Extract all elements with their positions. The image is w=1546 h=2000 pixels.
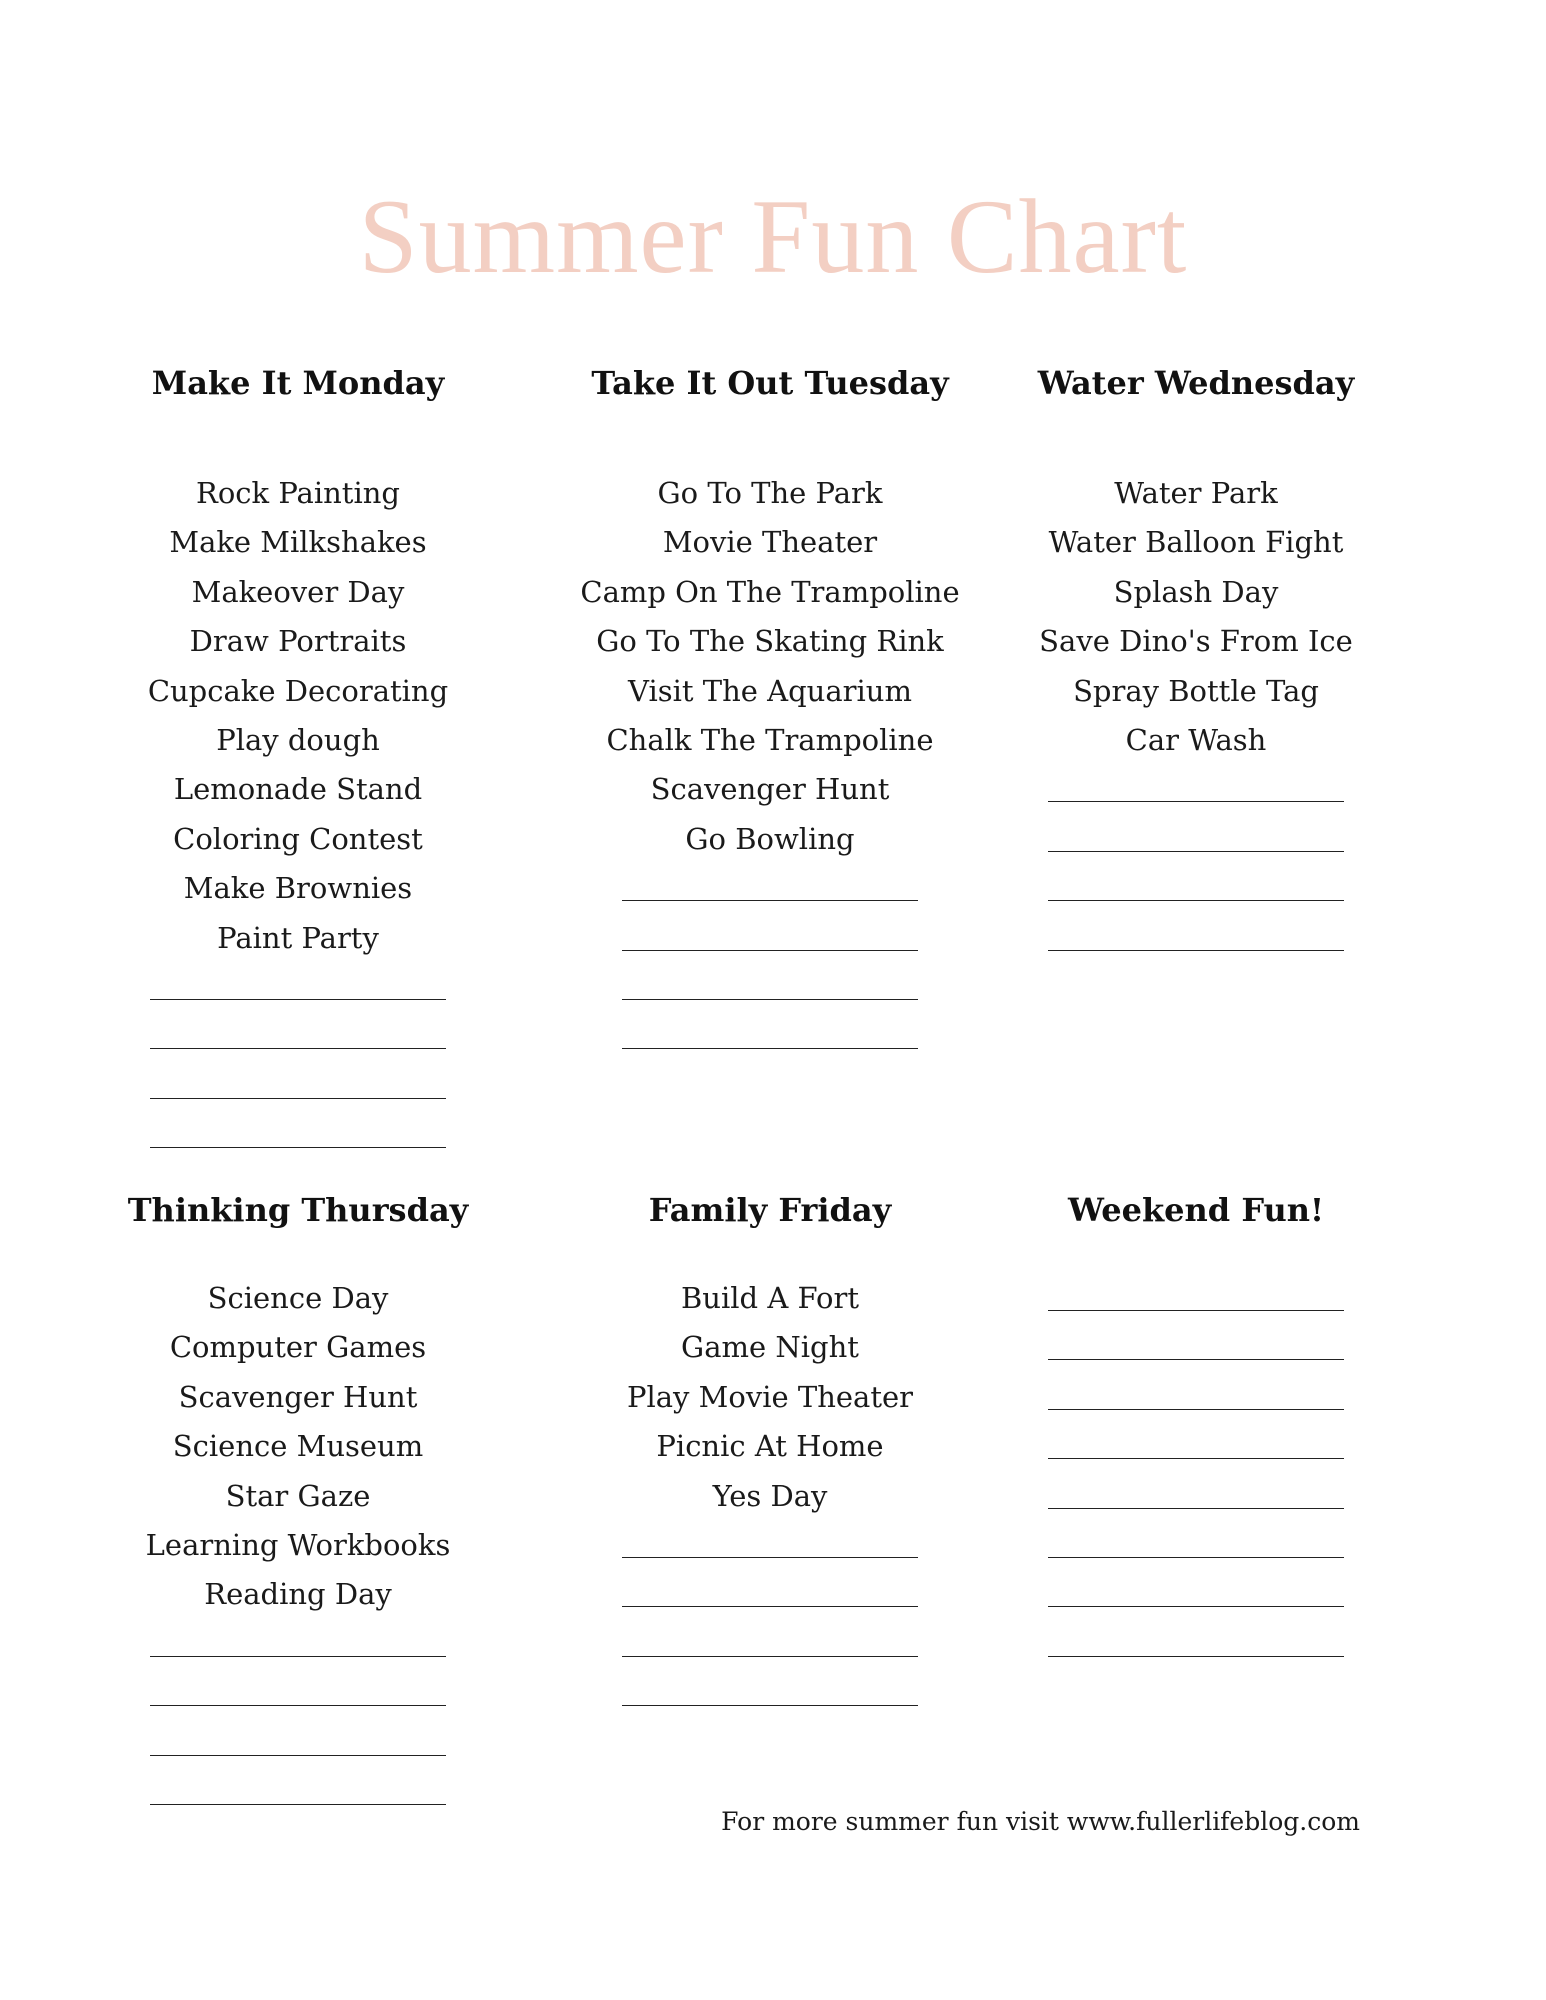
activity-item: Save Dino's From Ice bbox=[1039, 624, 1353, 659]
underline bbox=[150, 1755, 446, 1756]
underline bbox=[1048, 1557, 1344, 1558]
blank-write-in-line[interactable] bbox=[580, 864, 960, 913]
blank-write-in-line[interactable] bbox=[1006, 1422, 1386, 1471]
blank-write-in-line[interactable] bbox=[108, 1012, 488, 1061]
activity-item: Go Bowling bbox=[685, 821, 855, 856]
underline bbox=[1048, 1359, 1344, 1360]
blank-write-in-line[interactable] bbox=[1006, 864, 1386, 913]
blank-write-in-line[interactable] bbox=[1006, 765, 1386, 814]
activity-item: Movie Theater bbox=[662, 525, 878, 560]
column-heading: Take It Out Tuesday bbox=[591, 364, 949, 402]
activity-item: Car Wash bbox=[1125, 722, 1267, 757]
underline bbox=[1048, 1508, 1344, 1509]
activity-item: Go To The Park bbox=[657, 476, 883, 510]
underline bbox=[1048, 1409, 1344, 1410]
underline bbox=[1048, 900, 1344, 901]
blank-write-in-line[interactable] bbox=[108, 963, 488, 1012]
column-heading: Make It Monday bbox=[151, 364, 445, 402]
column-wednesday bbox=[1006, 363, 1386, 963]
blank-write-in-line[interactable] bbox=[580, 1521, 960, 1570]
underline bbox=[1048, 1656, 1344, 1657]
underline bbox=[1048, 801, 1344, 802]
activity-item: Draw Portraits bbox=[189, 624, 407, 659]
column-thursday bbox=[108, 1190, 488, 1817]
activity-list bbox=[580, 469, 960, 1062]
activity-item: Makeover Day bbox=[191, 574, 405, 609]
activity-list bbox=[108, 1274, 488, 1817]
blank-write-in-line[interactable] bbox=[580, 1012, 960, 1061]
page-title: Summer Fun Chart bbox=[358, 178, 1188, 295]
column-heading: Family Friday bbox=[648, 1191, 892, 1229]
activity-item: Game Night bbox=[681, 1330, 859, 1365]
activity-item: Make Milkshakes bbox=[169, 525, 427, 560]
activity-item: Coloring Contest bbox=[173, 821, 423, 856]
column-friday bbox=[580, 1190, 960, 1719]
activity-item: Visit The Aquarium bbox=[628, 673, 912, 708]
underline bbox=[150, 999, 446, 1000]
blank-write-in-line[interactable] bbox=[108, 1768, 488, 1817]
activity-item: Scavenger Hunt bbox=[650, 772, 890, 807]
activity-list bbox=[1006, 469, 1386, 963]
underline bbox=[150, 1098, 446, 1099]
blank-write-in-line[interactable] bbox=[108, 1620, 488, 1669]
blank-write-in-line[interactable] bbox=[108, 1669, 488, 1718]
blank-write-in-line[interactable] bbox=[108, 1062, 488, 1111]
activity-item: Go To The Skating Rink bbox=[596, 624, 944, 659]
activity-item: Make Brownies bbox=[183, 871, 413, 906]
column-heading: Weekend Fun! bbox=[1067, 1191, 1325, 1229]
blank-write-in-line[interactable] bbox=[1006, 914, 1386, 963]
blank-write-in-line[interactable] bbox=[580, 1669, 960, 1718]
activity-item: Picnic At Home bbox=[656, 1429, 884, 1464]
underline bbox=[622, 1606, 918, 1607]
activity-item: Camp On The Trampoline bbox=[580, 574, 960, 609]
blank-write-in-line[interactable] bbox=[1006, 1472, 1386, 1521]
blank-write-in-line[interactable] bbox=[580, 914, 960, 963]
activity-list bbox=[108, 469, 488, 1160]
blank-write-in-line[interactable] bbox=[580, 963, 960, 1012]
blank-write-in-line[interactable] bbox=[1006, 1570, 1386, 1619]
column-heading: Thinking Thursday bbox=[127, 1191, 469, 1229]
blank-write-in-line[interactable] bbox=[108, 1111, 488, 1160]
column-tuesday bbox=[580, 363, 960, 1062]
activity-item: Computer Games bbox=[169, 1330, 427, 1365]
activity-item: Play Movie Theater bbox=[626, 1379, 914, 1414]
activity-list bbox=[580, 1274, 960, 1719]
activity-item: Chalk The Trampoline bbox=[606, 722, 934, 757]
underline bbox=[150, 1804, 446, 1805]
underline bbox=[622, 950, 918, 951]
column-monday bbox=[108, 363, 488, 1160]
underline bbox=[622, 1557, 918, 1558]
activity-item: Water Park bbox=[1114, 476, 1278, 510]
underline bbox=[622, 1656, 918, 1657]
underline bbox=[622, 1705, 918, 1706]
blank-write-in-line[interactable] bbox=[1006, 1274, 1386, 1323]
blank-write-in-line[interactable] bbox=[108, 1719, 488, 1768]
underline bbox=[1048, 851, 1344, 852]
underline bbox=[622, 1048, 918, 1049]
activity-item: Build A Fort bbox=[681, 1281, 859, 1315]
footer-note: For more summer fun visit www.fullerlifeblog.com bbox=[721, 1807, 1360, 1836]
activity-item: Cupcake Decorating bbox=[147, 673, 449, 708]
activity-list bbox=[1006, 1274, 1386, 1669]
activity-item: Learning Workbooks bbox=[145, 1527, 451, 1562]
blank-write-in-line[interactable] bbox=[580, 1620, 960, 1669]
blank-write-in-line[interactable] bbox=[1006, 1373, 1386, 1422]
activity-item: Water Balloon Fight bbox=[1048, 525, 1344, 560]
underline bbox=[150, 1147, 446, 1148]
activity-item: Splash Day bbox=[1113, 574, 1279, 609]
underline bbox=[1048, 1606, 1344, 1607]
underline bbox=[150, 1048, 446, 1049]
blank-write-in-line[interactable] bbox=[1006, 1620, 1386, 1669]
activity-item: Reading Day bbox=[204, 1577, 392, 1612]
activity-item: Scavenger Hunt bbox=[178, 1379, 418, 1414]
underline bbox=[622, 900, 918, 901]
column-heading: Water Wednesday bbox=[1037, 364, 1355, 402]
activity-item: Yes Day bbox=[712, 1478, 828, 1513]
blank-write-in-line[interactable] bbox=[580, 1570, 960, 1619]
activity-item: Science Day bbox=[207, 1281, 389, 1315]
activity-item: Lemonade Stand bbox=[173, 772, 423, 807]
underline bbox=[1048, 1310, 1344, 1311]
activity-item: Rock Painting bbox=[196, 476, 400, 510]
activity-item: Science Museum bbox=[172, 1429, 424, 1464]
underline bbox=[150, 1656, 446, 1657]
underline bbox=[1048, 950, 1344, 951]
underline bbox=[1048, 1458, 1344, 1459]
blank-write-in-line[interactable] bbox=[1006, 1323, 1386, 1372]
activity-item: Paint Party bbox=[217, 920, 379, 955]
underline bbox=[150, 1705, 446, 1706]
activity-item: Spray Bottle Tag bbox=[1073, 673, 1319, 708]
blank-write-in-line[interactable] bbox=[1006, 815, 1386, 864]
activity-item: Star Gaze bbox=[225, 1478, 371, 1513]
blank-write-in-line[interactable] bbox=[1006, 1521, 1386, 1570]
activity-item: Play dough bbox=[216, 722, 380, 757]
underline bbox=[622, 999, 918, 1000]
column-weekend bbox=[1006, 1190, 1386, 1669]
